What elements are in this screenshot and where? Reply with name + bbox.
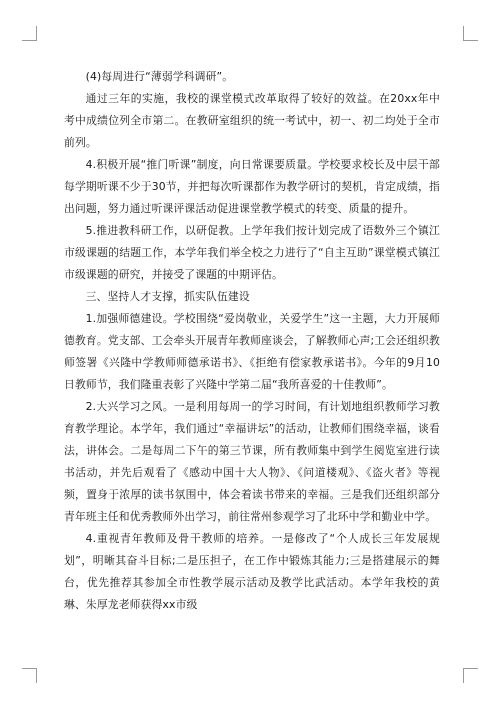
crop-mark-bottom-left [22, 668, 37, 683]
paragraph: 2.大兴学习之风。一是利用每周一的学习时间，有计划地组织教师学习教育教学理论。本学年，我们通过“幸福讲坛”的活动，让教师们围绕幸福，谈看法，讲体会。二是每周二下午的第三节课，所有教师集中到学生阅览室进行读书活动，并先后观看了《感动中国十大人物》、《问道楼观》、《盗火者》等视频，置身于浓厚的读书氛围中，体会着读书带来的幸福。三是我们还组织部分青年班主任和优秀教师外出学习，前往常州参观学习了北环中学和勤业中学。 [64, 400, 440, 523]
paragraph: (4)每周进行“薄弱学科调研”。 [85, 70, 234, 83]
paragraph: 4.积极开展“推门听课”制度，向日常课要质量。学校要求校长及中层干部每学期听课不少于30节，并把每次听课都作为教学研讨的契机，肯定成绩，指出问题，努力通过听课评课活动促进课堂教学模式的转变、质量的提升。 [64, 158, 440, 215]
crop-mark-top-left [22, 26, 37, 41]
document-body [64, 66, 440, 616]
section-heading: 三、坚持人才支撑，抓实队伍建设 [85, 290, 250, 303]
paragraph: 4.重视青年教师及骨干教师的培养。一是修改了“个人成长三年发展规划”，明晰其奋斗目标;二是压担子，在工作中锻炼其能力;三是搭建展示的舞台，优先推荐其参加全市性教学展示活动及教学比武活动。本学年我校的黄琳、朱厚龙老师获得xx市级 [64, 532, 440, 611]
paragraph: 通过三年的实施，我校的课堂模式改革取得了较好的效益。在20xx年中考中成绩位列全市第二。在教研室组织的统一考试中，初一、初二均处于全市前列。 [64, 92, 440, 149]
crop-mark-top-right [463, 26, 478, 41]
crop-mark-bottom-right [463, 668, 478, 683]
paragraph: 5.推进教科研工作，以研促教。上学年我们按计划完成了语数外三个镇江市级课题的结题工作，本学年我们举全校之力进行了“自主互助”课堂模式镇江市级课题的研究，并接受了课题的中期评估。 [64, 224, 440, 281]
paragraph: 1.加强师德建设。学校围绕“爱岗敬业，关爱学生”这一主题，大力开展师德教育。党支部、工会牵头开展青年教师座谈会，了解教师心声;工会还组织教师签署《兴隆中学教师师德承诺书》、《拒绝有偿家教承诺书》。今年的9月10日教师节，我们隆重表彰了兴隆中学第二届“我所喜爱的十佳教师”。 [64, 312, 440, 391]
